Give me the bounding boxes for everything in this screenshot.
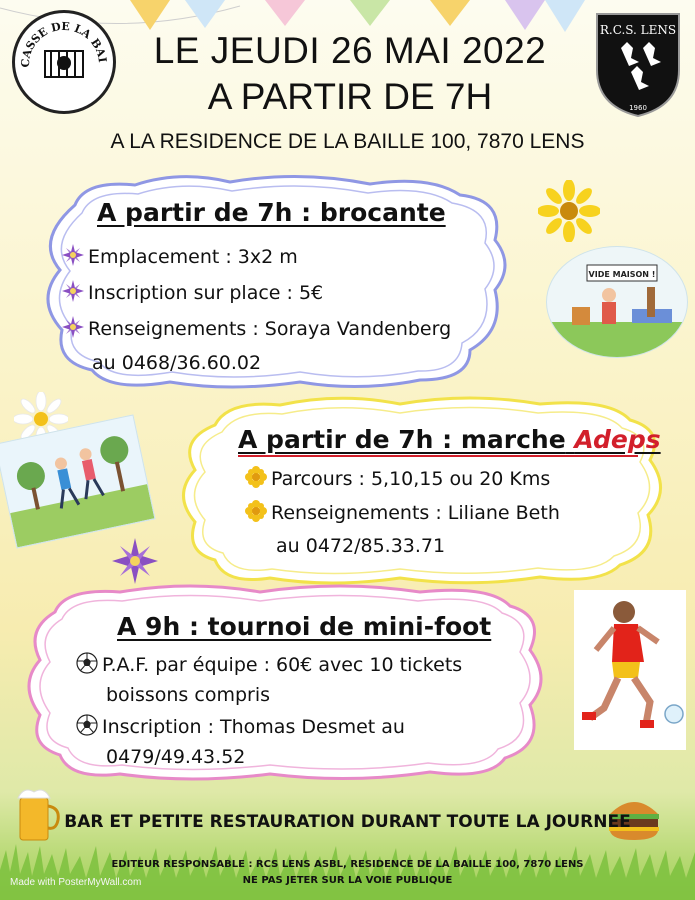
foot-item-1: P.A.F. par équipe : 60€ avec 10 tickets [76,652,462,676]
editor-line: EDITEUR RESPONSABLE : RCS LENS ASBL, RESIDENCE DE LA BAILLE 100, 7870 LENS [111,859,584,870]
sunflower-icon [538,180,600,242]
foot-heading: A 9h : tournoi de mini-foot [117,612,492,641]
soccer-ball-icon [76,652,98,674]
marche-phone: au 0472/85.33.71 [276,535,446,557]
marche-heading: A partir de 7h : marche Adeps [238,425,661,454]
event-date: LE JEUDI 26 MAI 2022 [153,30,547,71]
adeps-underline [238,455,638,457]
ducasse-logo-text: CASSE DE LA BAI [18,19,109,68]
brocante-heading: A partir de 7h : brocante [97,198,446,227]
purple-flower-icon [62,280,84,302]
soccer-player-illustration [574,590,686,750]
notice-line: NE PAS JETER SUR LA VOIE PUBLIQUE [242,875,453,886]
bar-restauration-text: BAR ET PETITE RESTAURATION DURANT TOUTE LA JOURNEE [64,812,631,832]
purple-flower-decoration [112,538,158,584]
yellow-flower-icon [245,466,267,488]
foot-item-2: Inscription : Thomas Desmet au [76,714,405,738]
marche-item-1: Parcours : 5,10,15 ou 20 Kms [245,466,550,490]
vide-maison-sign: VIDE MAISON ! [588,270,656,279]
soccer-ball-icon [76,714,98,736]
brocante-item-2: Inscription sur place : 5€ [62,280,323,304]
rcs-logo-year: 1960 [629,104,647,112]
brocante-phone: au 0468/36.60.02 [92,352,262,374]
vide-maison-illustration [546,246,688,358]
event-start-time: A PARTIR DE 7H [207,76,493,117]
brocante-item-3: Renseignements : Soraya Vandenberg [62,316,451,340]
marche-item-2: Renseignements : Liliane Beth [245,500,560,524]
postermywall-watermark: Made with PosterMyWall.com [10,877,142,888]
rcs-logo-text: R.C.S. LENS [599,23,677,37]
purple-flower-icon [62,316,84,338]
brocante-item-1: Emplacement : 3x2 m [62,244,298,268]
yellow-flower-icon [245,500,267,522]
adeps-logo: Adeps [574,425,661,454]
foot-phone: 0479/49.43.52 [106,746,246,768]
foot-item-1-cont: boissons compris [106,684,270,706]
purple-flower-icon [62,244,84,266]
event-address: A LA RESIDENCE DE LA BAILLE 100, 7870 LENS [110,130,585,153]
